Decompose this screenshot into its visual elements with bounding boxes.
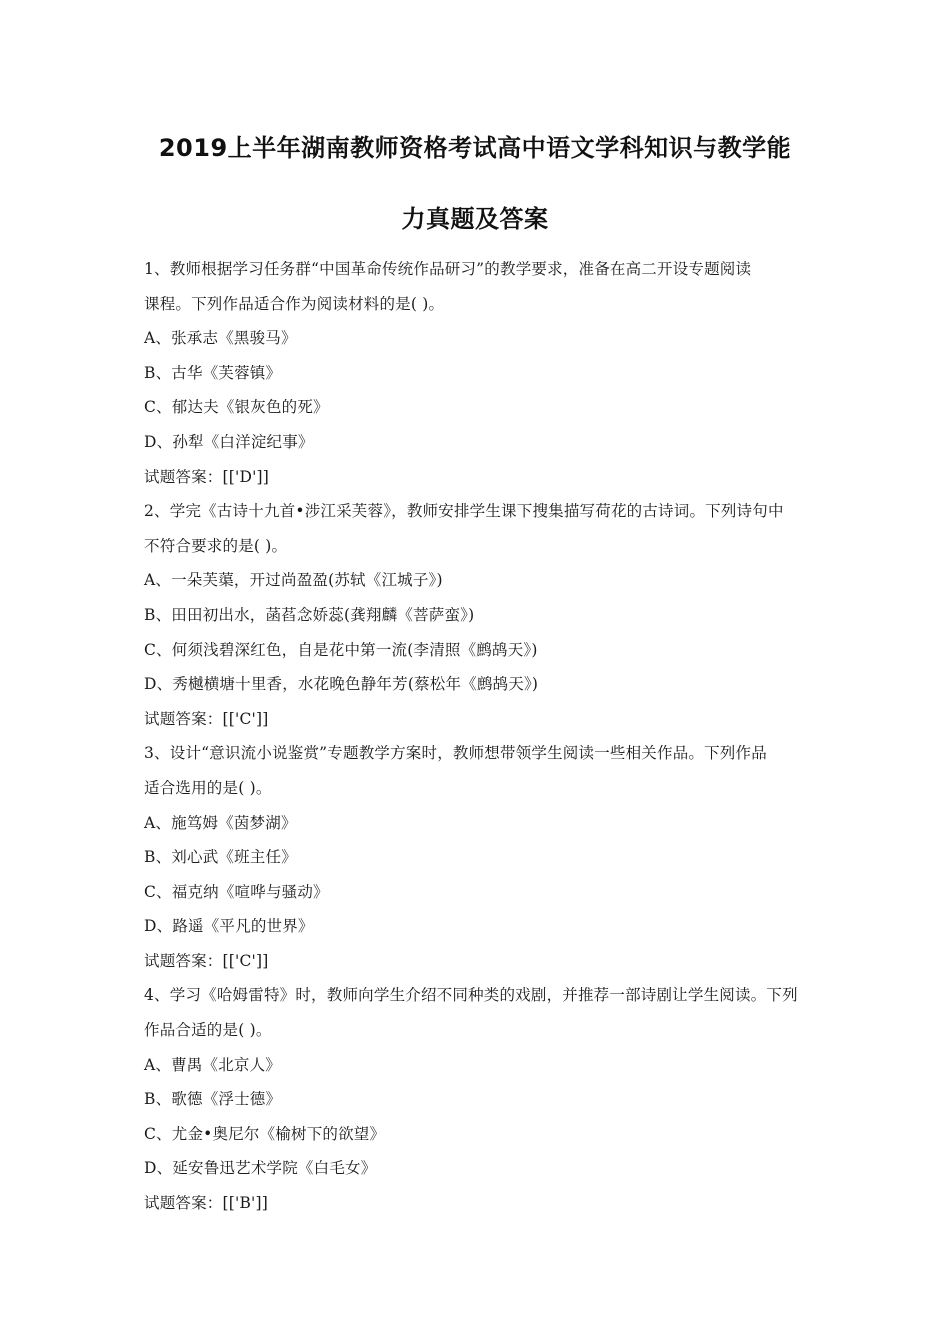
- option-a: A、一朵芙蕖，开过尚盈盈(苏轼《江城子》): [144, 571, 443, 590]
- answer: 试题答案：[['C']]: [144, 951, 269, 970]
- question-2: [144, 494, 814, 736]
- question-stem: 1、教师根据学习任务群“中国革命传统作品研习”的教学要求，准备在高二开设专题阅读: [144, 260, 752, 278]
- option-c: C、何须浅碧深红色，自是花中第一流(李清照《鹧鸪天》): [144, 640, 538, 659]
- option-a: A、张承志《黑骏马》: [144, 329, 297, 348]
- question-4: [144, 978, 814, 1220]
- option-d: D、孙犁《白洋淀纪事》: [144, 432, 314, 451]
- option-a: A、施笃姆《茵梦湖》: [144, 813, 297, 832]
- question-stem: 2、学完《古诗十九首•涉江采芙蓉》，教师安排学生课下搜集描写荷花的古诗词。下列诗句中: [144, 502, 784, 521]
- question-1: [144, 252, 814, 494]
- option-d: D、路遥《平凡的世界》: [144, 917, 314, 936]
- answer: 试题答案：[['D']]: [144, 467, 270, 486]
- option-d: D、延安鲁迅艺术学院《白毛女》: [144, 1159, 377, 1178]
- question-stem: 作品合适的是( )。: [144, 1021, 272, 1040]
- document-title-line-2: 力真题及答案: [401, 205, 549, 233]
- question-stem: 4、学习《哈姆雷特》时，教师向学生介绍不同种类的戏剧，并推荐一部诗剧让学生阅读。下列: [144, 986, 798, 1005]
- option-b: B、田田初出水，菡萏念娇蕊(龚翔麟《菩萨蛮》): [144, 605, 475, 624]
- question-3: [144, 736, 814, 978]
- option-b: B、古华《芙蓉镇》: [144, 363, 282, 382]
- option-b: B、歌德《浮士德》: [144, 1090, 282, 1109]
- answer: 试题答案：[['C']]: [144, 709, 269, 728]
- question-list: [144, 252, 814, 1221]
- option-d: D、秀樾横塘十里香，水花晚色静年芳(蔡松年《鹧鸪天》): [144, 675, 539, 694]
- option-c: C、福克纳《喧哗与骚动》: [144, 882, 329, 901]
- option-c: C、郁达夫《银灰色的死》: [144, 398, 329, 417]
- answer: 试题答案：[['B']]: [144, 1194, 269, 1213]
- question-stem: 适合选用的是( )。: [144, 778, 272, 797]
- question-stem: 不符合要求的是( )。: [144, 536, 288, 555]
- document-title-line-1: 2019上半年湖南教师资格考试高中语文学科知识与教学能: [158, 134, 792, 162]
- question-stem: 3、设计“意识流小说鉴赏”专题教学方案时，教师想带领学生阅读一些相关作品。下列作品: [144, 744, 767, 763]
- option-a: A、曹禺《北京人》: [144, 1055, 281, 1074]
- question-stem: 课程。下列作品适合作为阅读材料的是( )。: [144, 294, 445, 313]
- option-b: B、刘心武《班主任》: [144, 848, 297, 867]
- option-c: C、尤金•奥尼尔《榆树下的欲望》: [144, 1124, 386, 1143]
